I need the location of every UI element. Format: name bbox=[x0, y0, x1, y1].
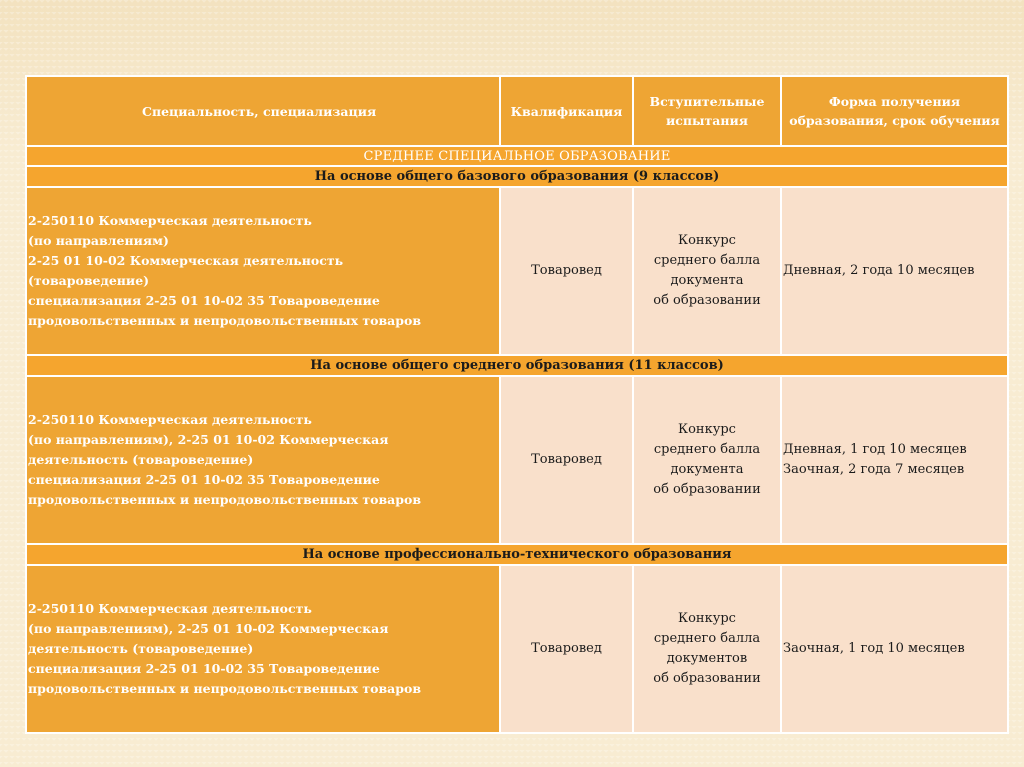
form-cell bbox=[781, 187, 1008, 355]
group-title-row bbox=[26, 544, 1008, 565]
specialty-cell bbox=[26, 187, 500, 355]
exams-line: Конкурс bbox=[678, 233, 736, 248]
specialty-line: (товароведение) bbox=[28, 273, 150, 288]
specialty-line: 2-250110 Коммерческая деятельность bbox=[28, 601, 312, 616]
section-title: СРЕДНЕЕ СПЕЦИАЛЬНОЕ ОБРАЗОВАНИЕ bbox=[26, 146, 1008, 166]
qualification-cell: Товаровед bbox=[500, 565, 633, 733]
specialty-line: продовольственных и непродовольственных товаров bbox=[28, 313, 422, 328]
exams-line: документов bbox=[666, 651, 748, 666]
header-form-line: образования, срок обучения bbox=[789, 113, 1000, 128]
section-row bbox=[26, 146, 1008, 166]
header-exams-line: испытания bbox=[665, 113, 749, 128]
specialty-line: (по направлениям) bbox=[28, 233, 169, 248]
header-exams bbox=[633, 76, 781, 146]
exams-cell bbox=[633, 187, 781, 355]
specialty-line: специализация 2-25 01 10-02 35 Товароведение bbox=[28, 472, 380, 487]
header-form-line: Форма получения bbox=[828, 94, 961, 109]
exams-line: среднего балла bbox=[653, 442, 761, 457]
header-specialty: Специальность, специализация bbox=[26, 76, 500, 146]
exams-line: об образовании bbox=[653, 482, 761, 497]
exams-line: об образовании bbox=[653, 293, 761, 308]
specialty-line: (по направлениям), 2-25 01 10-02 Коммерческая bbox=[28, 621, 389, 636]
header-row bbox=[26, 76, 1008, 146]
form-cell bbox=[781, 565, 1008, 733]
form-line: Заочная, 1 год 10 месяцев bbox=[783, 641, 965, 656]
specialty-line: 2-250110 Коммерческая деятельность bbox=[28, 213, 312, 228]
form-line: Заочная, 2 года 7 месяцев bbox=[783, 462, 965, 477]
qualification-cell: Товаровед bbox=[500, 187, 633, 355]
qualification-cell: Товаровед bbox=[500, 376, 633, 544]
specialty-line: продовольственных и непродовольственных товаров bbox=[28, 492, 422, 507]
group-title-row bbox=[26, 166, 1008, 187]
table-row bbox=[26, 376, 1008, 544]
exams-line: среднего балла bbox=[653, 253, 761, 268]
header-exams-line: Вступительные bbox=[649, 94, 765, 109]
group-title: На основе общего среднего образования (11 классов) bbox=[26, 355, 1008, 376]
header-form bbox=[781, 76, 1008, 146]
form-line: Дневная, 2 года 10 месяцев bbox=[783, 263, 975, 278]
specialty-cell bbox=[26, 376, 500, 544]
specialty-line: (по направлениям), 2-25 01 10-02 Коммерческая bbox=[28, 432, 389, 447]
exams-line: Конкурс bbox=[678, 611, 736, 626]
specialty-line: деятельность (товароведение) bbox=[28, 641, 254, 656]
table-row bbox=[26, 565, 1008, 733]
exams-cell bbox=[633, 565, 781, 733]
form-line: Дневная, 1 год 10 месяцев bbox=[783, 442, 967, 457]
specialty-line: деятельность (товароведение) bbox=[28, 452, 254, 467]
form-cell bbox=[781, 376, 1008, 544]
exams-line: документа bbox=[670, 462, 744, 477]
table-row bbox=[26, 187, 1008, 355]
exams-line: Конкурс bbox=[678, 422, 736, 437]
exams-cell bbox=[633, 376, 781, 544]
group-title: На основе профессионально-технического образования bbox=[26, 544, 1008, 565]
specialty-line: 2-250110 Коммерческая деятельность bbox=[28, 412, 312, 427]
specialty-line: специализация 2-25 01 10-02 35 Товароведение bbox=[28, 661, 380, 676]
exams-line: документа bbox=[670, 273, 744, 288]
header-qualification: Квалификация bbox=[500, 76, 633, 146]
specialty-line: 2-25 01 10-02 Коммерческая деятельность bbox=[28, 253, 344, 268]
exams-line: среднего балла bbox=[653, 631, 761, 646]
exams-line: об образовании bbox=[653, 671, 761, 686]
group-title-row bbox=[26, 355, 1008, 376]
group-title: На основе общего базового образования (9 классов) bbox=[26, 166, 1008, 187]
admissions-table bbox=[25, 75, 1009, 734]
specialty-cell bbox=[26, 565, 500, 733]
specialty-line: специализация 2-25 01 10-02 35 Товароведение bbox=[28, 293, 380, 308]
specialty-line: продовольственных и непродовольственных товаров bbox=[28, 681, 422, 696]
